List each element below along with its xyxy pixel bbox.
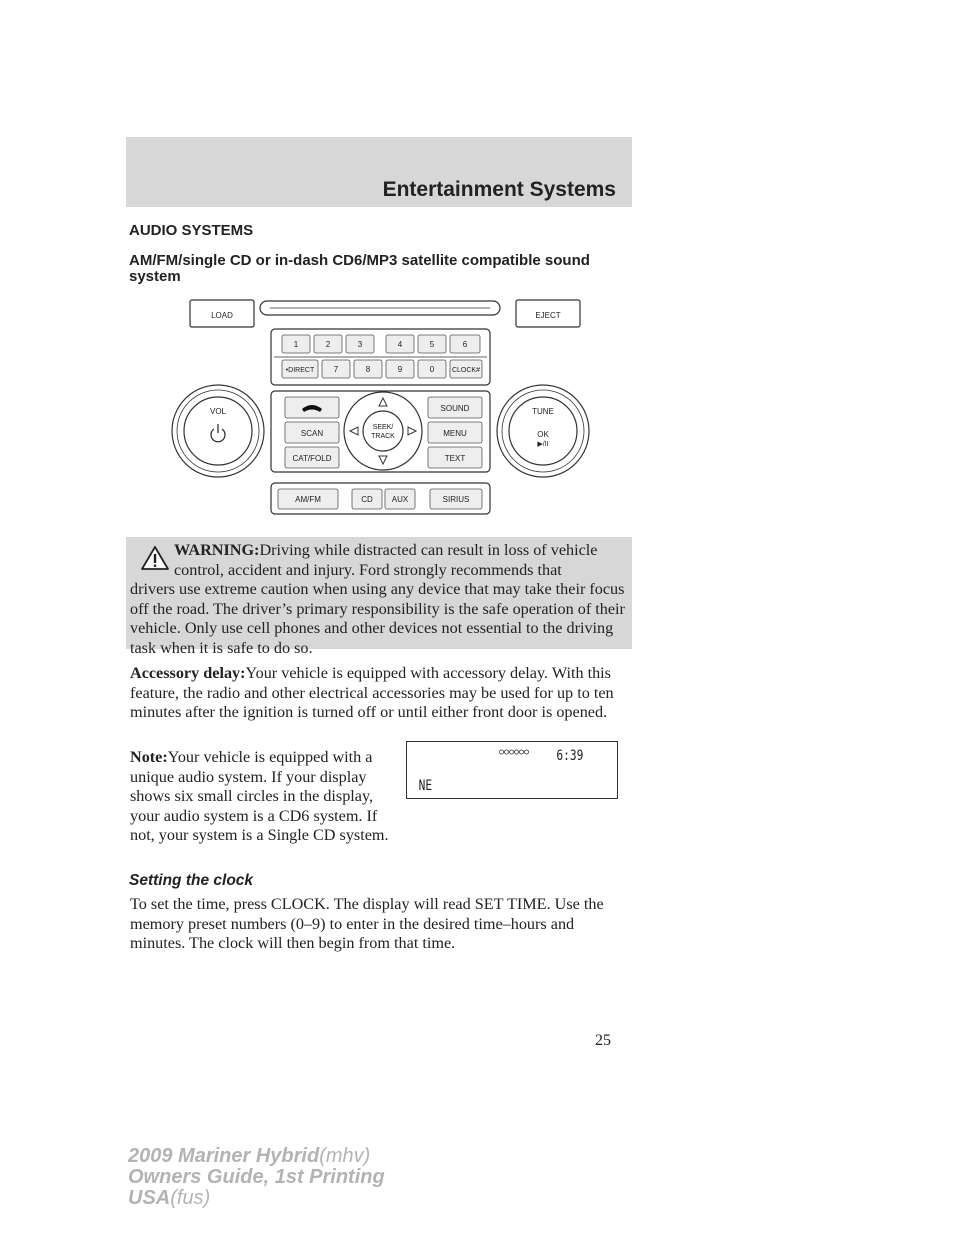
section-subheading: AM/FM/single CD or in-dash CD6/MP3 satellite compatible sound system bbox=[129, 252, 590, 285]
radio-faceplate-illustration bbox=[170, 296, 590, 518]
seek-track-center[interactable] bbox=[363, 411, 403, 451]
tune-label: TUNE bbox=[532, 407, 554, 416]
footer-market-code: (fus) bbox=[170, 1187, 211, 1209]
footer-market: USA bbox=[128, 1187, 171, 1209]
preset-4-label: 4 bbox=[397, 340, 403, 349]
seek-label-line2: TRACK bbox=[371, 433, 395, 440]
accessory-delay-label: Accessory delay: bbox=[130, 664, 246, 682]
seek-arrow-icons bbox=[350, 398, 416, 464]
preset-3-label: 3 bbox=[357, 340, 363, 349]
display-time: 6:39 bbox=[556, 748, 584, 764]
note-label: Note: bbox=[130, 748, 168, 766]
direct-label: •DIRECT bbox=[285, 367, 315, 374]
preset-8-label: 8 bbox=[365, 365, 371, 374]
sound-label: SOUND bbox=[440, 404, 470, 413]
warning-line1: Driving while distracted can result in loss of vehicle bbox=[259, 541, 598, 559]
radio-display-illustration bbox=[406, 741, 618, 799]
text-label: TEXT bbox=[444, 454, 466, 463]
eject-label: EJECT bbox=[535, 311, 561, 320]
footer-printing: Owners Guide, 1st Printing bbox=[128, 1166, 385, 1188]
accessory-delay-text: Your vehicle is equipped with accessory delay. With this feature, the radio and other electrical accessories may be used for up to ten minutes after the ignition is turned off or until either front door is opened. bbox=[130, 664, 614, 721]
cd-label: CD bbox=[361, 495, 373, 504]
aux-label: AUX bbox=[391, 495, 409, 504]
warning-text bbox=[130, 541, 626, 658]
preset-5-label: 5 bbox=[429, 340, 435, 349]
cd6-circles-icon bbox=[499, 748, 529, 756]
warning-label: WARNING: bbox=[174, 541, 260, 559]
clock-label: CLOCK# bbox=[451, 367, 481, 374]
play-pause-label: ▶/II bbox=[537, 441, 549, 448]
load-label: LOAD bbox=[211, 311, 233, 320]
clock-heading: Setting the clock bbox=[129, 872, 254, 889]
seek-label-line1: SEEK/ bbox=[372, 424, 394, 431]
power-icon bbox=[211, 424, 225, 442]
warning-line2: control, accident and injury. Ford strongly recommends that bbox=[174, 560, 562, 579]
preset-1-label: 1 bbox=[293, 340, 299, 349]
footer-model: 2009 Mariner Hybrid bbox=[128, 1145, 320, 1167]
footer-model-code: (mhv) bbox=[319, 1145, 371, 1167]
warning-body: drivers use extreme caution when using any device that may take their focus off the road. The driver’s primary responsibility is the safe operation of their vehicle. Only use cell phones and other devices not essential to the driving task when it is safe to do so. bbox=[130, 580, 625, 657]
menu-label: MENU bbox=[443, 429, 467, 438]
note-text: Your vehicle is equipped with a unique audio system. If your display shows six small circles in the display, your audio system is a CD6 system. If not, your system is a Single CD system. bbox=[130, 748, 389, 844]
accessory-delay-paragraph bbox=[130, 664, 630, 723]
footer bbox=[128, 1146, 385, 1209]
section-heading: AUDIO SYSTEMS bbox=[129, 222, 254, 239]
seek-ring[interactable] bbox=[344, 392, 422, 470]
am-fm-label: AM/FM bbox=[295, 495, 321, 504]
cat-fold-label: CAT/FOLD bbox=[292, 454, 332, 463]
note-paragraph bbox=[130, 748, 392, 846]
ok-label: OK bbox=[537, 430, 549, 439]
preset-2-label: 2 bbox=[325, 340, 331, 349]
scan-label: SCAN bbox=[300, 429, 324, 438]
display-left-text: NE bbox=[418, 778, 433, 794]
sirius-label: SIRIUS bbox=[442, 495, 470, 504]
preset-6-label: 6 bbox=[462, 340, 468, 349]
vol-label: VOL bbox=[209, 407, 227, 416]
preset-0-label: 0 bbox=[429, 365, 435, 374]
preset-9-label: 9 bbox=[397, 365, 403, 374]
page-header-title: Entertainment Systems bbox=[382, 178, 616, 201]
clock-text: To set the time, press CLOCK. The display will read SET TIME. Use the memory preset numbers (0–9) to enter in the desired time–hours and minutes. The clock will then begin from that time. bbox=[130, 895, 604, 952]
preset-7-label: 7 bbox=[333, 365, 339, 374]
page-number: 25 bbox=[595, 1032, 611, 1049]
